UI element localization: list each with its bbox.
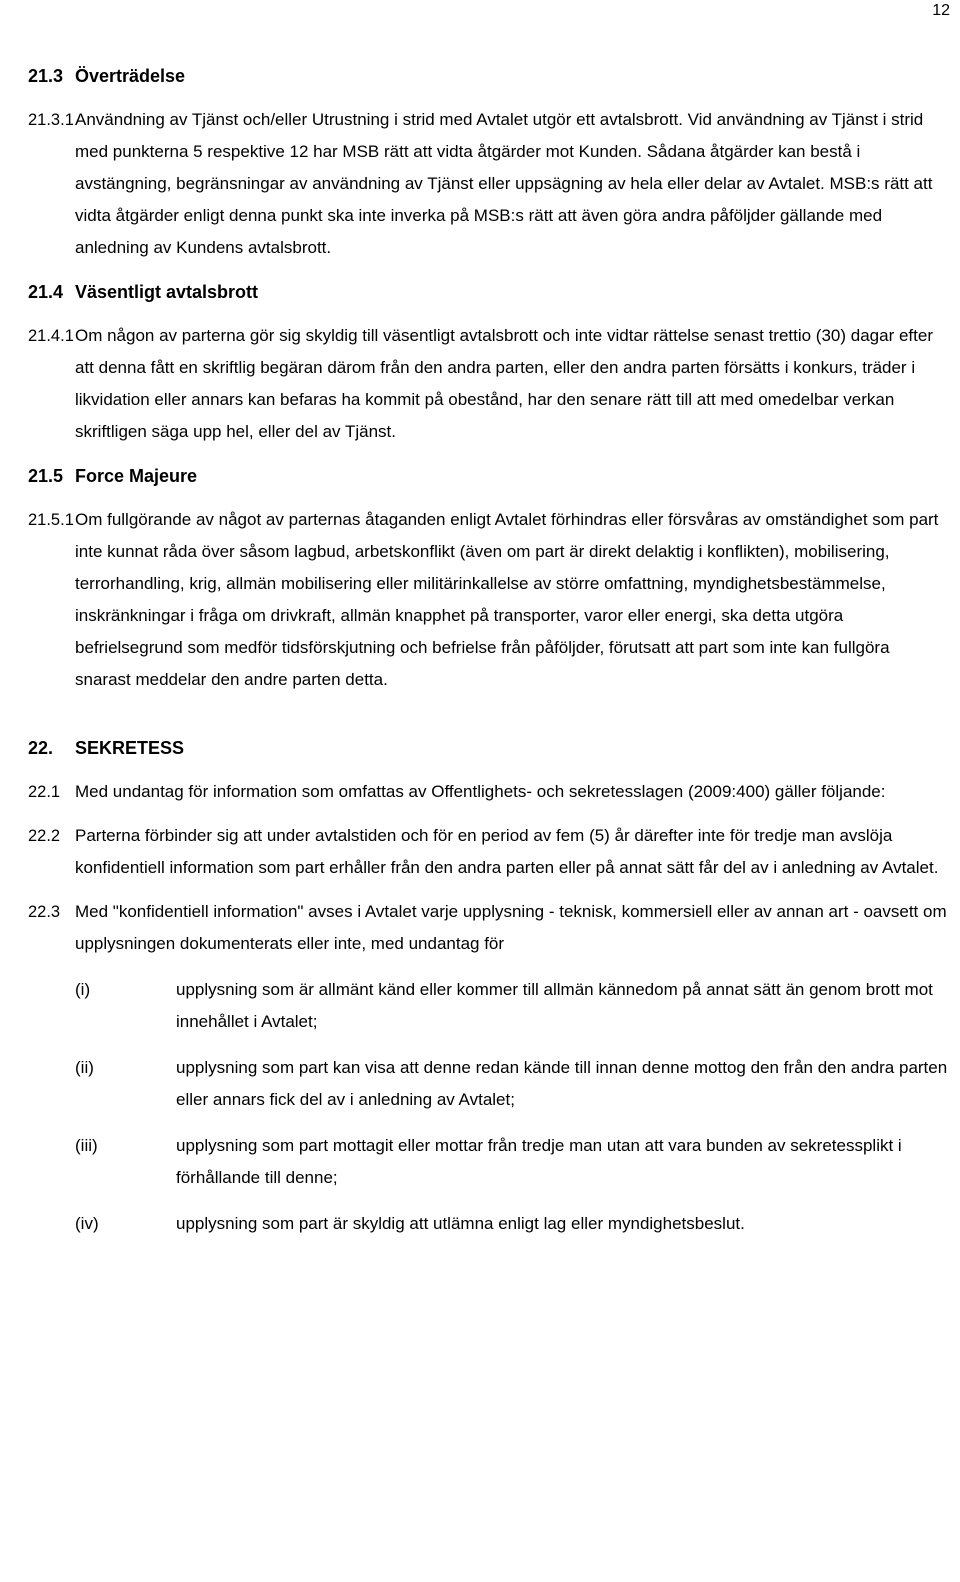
list-item-text: upplysning som part är skyldig att utlämna enligt lag eller myndighetsbeslut. — [176, 1214, 745, 1233]
section-number: 21.5 — [28, 466, 64, 486]
clause-text: Parterna förbinder sig att under avtalstiden och för en period av fem (5) år därefter inte för tredje man avslöja konfidentiell information som part erhåller från den andra parten eller på annat sätt får del av i anledning av Avtalet. — [75, 826, 939, 877]
clause-21-3-1 — [28, 104, 948, 264]
list-item-number: (iii) — [75, 1136, 98, 1155]
list-item-text: upplysning som är allmänt känd eller kommer till allmän kännedom på annat sätt än genom brott mot innehållet i Avtalet; — [176, 980, 933, 1031]
section-number: 21.3 — [28, 66, 64, 86]
section-title: Överträdelse — [75, 66, 186, 86]
clause-text: Med undantag för information som omfattas av Offentlighets- och sekretesslagen (2009:400) gäller följande: — [75, 782, 886, 801]
section-heading-21-5 — [28, 460, 948, 492]
clause-22-1 — [28, 776, 948, 808]
clause-number: 21.4.1 — [28, 327, 74, 345]
clause-text: Om fullgörande av något av parternas åtaganden enligt Avtalet förhindras eller försvåras av omständighet som part inte kunnat råda över såsom lagbud, arbetskonflikt (även om part är direkt delaktig i konflikten), mobilisering, terrorhandling, krig, allmän mobilisering eller militärinkallelse av större omfattning, myndighetsbestämmelse, inskränkningar i fråga om drivkraft, allmän knapphet på transporter, varor eller energi, ska detta utgöra befrielsegrund som medför tidsförskjutning och befrielse från påföljder, förutsatt att part som inte kan fullgöra snarast meddelar den andre parten detta. — [75, 510, 939, 689]
list-item — [75, 974, 948, 1038]
section-heading-22 — [28, 732, 948, 764]
clause-text: Om någon av parterna gör sig skyldig till väsentligt avtalsbrott och inte vidtar rättelse senast trettio (30) dagar efter att denna fått en skriftlig begäran därom från den andra parten, eller den andra parten försätts i konkurs, träder i likvidation eller annars kan befaras ha kommit på obestånd, har den senare rätt till att med omedelbar verkan skriftligen säga upp hel, eller del av Tjänst. — [75, 326, 933, 441]
list-item — [75, 1052, 948, 1116]
clause-number: 22.1 — [28, 783, 61, 801]
clause-22-2 — [28, 820, 948, 884]
list-item-text: upplysning som part kan visa att denne redan kände till innan denne mottog den från den andra parten eller annars fick del av i anledning av Avtalet; — [176, 1058, 948, 1109]
clause-text: Användning av Tjänst och/eller Utrustning i strid med Avtalet utgör ett avtalsbrott. Vid användning av Tjänst i strid med punkterna 5 respektive 12 har MSB rätt att vidta åtgärder mot Kunden. Sådana åtgärder kan bestå i avstängning, begränsningar av användning av Tjänst eller uppsägning av hela eller delar av Avtalet. MSB:s rätt att vidta åtgärder enligt denna punkt ska inte inverka på MSB:s rätt att även göra andra påföljder gällande med anledning av Kundens avtalsbrott. — [75, 110, 933, 257]
list-item-text: upplysning som part mottagit eller mottar från tredje man utan att vara bunden av sekretessplikt i förhållande till denne; — [176, 1136, 902, 1187]
list-item — [75, 1130, 948, 1194]
document-body — [28, 58, 948, 1240]
section-title: Force Majeure — [75, 466, 198, 486]
clause-number: 22.3 — [28, 903, 61, 921]
clause-number: 22.2 — [28, 827, 61, 845]
section-heading-21-3 — [28, 60, 948, 92]
section-heading-21-4 — [28, 276, 948, 308]
clause-number: 21.3.1 — [28, 111, 74, 129]
section-number: 21.4 — [28, 282, 64, 302]
clause-text: Med "konfidentiell information" avses i Avtalet varje upplysning - teknisk, kommersiell eller av annan art - oavsett om upplysningen dokumenterats eller inte, med undantag för — [75, 902, 947, 953]
list-item-number: (i) — [75, 980, 91, 999]
list-item — [75, 1208, 948, 1240]
clause-21-4-1 — [28, 320, 948, 448]
section-number: 22. — [28, 738, 54, 758]
clause-number: 21.5.1 — [28, 511, 74, 529]
page-number: 12 — [932, 2, 950, 19]
list-item-number: (iv) — [75, 1214, 99, 1233]
clause-21-5-1 — [28, 504, 948, 696]
clause-22-3 — [28, 896, 948, 960]
section-title: SEKRETESS — [75, 738, 185, 758]
section-title: Väsentligt avtalsbrott — [75, 282, 259, 302]
list-item-number: (ii) — [75, 1058, 94, 1077]
